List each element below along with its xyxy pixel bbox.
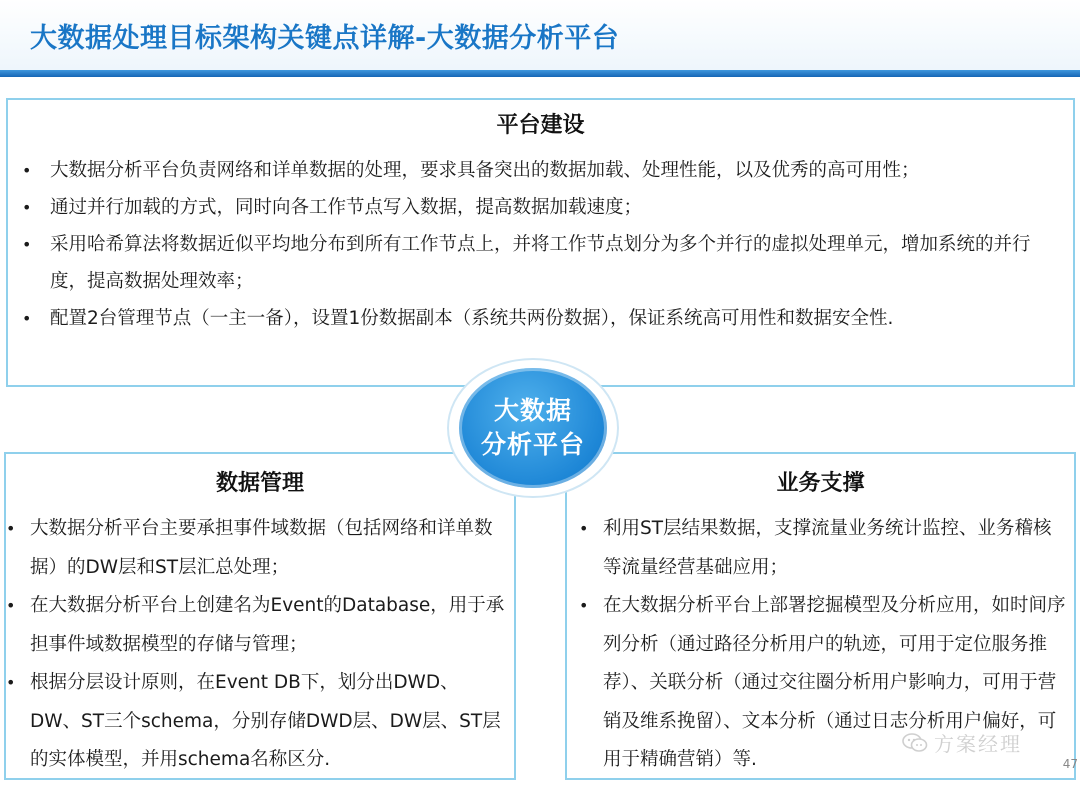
panel-title: 平台建设 <box>496 113 585 138</box>
list-item: • 通过并行加载的方式，同时向各工作节点写入数据，提高数据加载速度； <box>18 189 1055 226</box>
center-badge-inner <box>459 368 607 488</box>
list-item: • 根据分层设计原则，在Event DB下，划分出DWD、DW、ST三个schema，分别存储DWD层、DW层、ST层的实体模型，并用schema名称区分. <box>6 664 506 780</box>
slide-header <box>0 0 1080 70</box>
platform-construction-panel <box>6 98 1075 387</box>
center-badge-line-2: 分析平台 <box>480 430 585 459</box>
watermark-text: 方案经理 <box>934 732 1022 756</box>
bullet-list <box>18 152 1055 337</box>
list-item: • 大数据分析平台主要承担事件域数据（包括网络和详单数据）的DW层和ST层汇总处理； <box>6 510 506 587</box>
list-item: • 大数据分析平台负责网络和详单数据的处理，要求具备突出的数据加载、处理性能，以及优秀的高可用性； <box>18 152 1055 189</box>
list-item: • 利用ST层结果数据，支撑流量业务统计监控、业务稽核等流量经营基础应用； <box>575 510 1066 587</box>
list-item: • 在大数据分析平台上创建名为Event的Database，用于承担事件域数据模型的存储与管理； <box>6 587 506 664</box>
center-badge <box>449 360 617 496</box>
list-item: • 采用哈希算法将数据近似平均地分布到所有工作节点上，并将工作节点划分为多个并行的虚拟处理单元，增加系统的并行度，提高数据处理效率； <box>18 226 1055 300</box>
panel-title: 数据管理 <box>215 471 304 496</box>
wechat-icon <box>902 733 928 753</box>
panel-title: 业务支撑 <box>776 471 865 496</box>
list-item: • 配置2台管理节点（一主一备），设置1份数据副本（系统共两份数据），保证系统高可用性和数据安全性. <box>18 300 1055 337</box>
slide-title: 大数据处理目标架构关键点详解-大数据分析平台 <box>30 23 620 54</box>
center-badge-line-1: 大数据 <box>493 396 572 425</box>
bullet-list <box>6 510 506 780</box>
list-item: • 在大数据分析平台上部署挖掘模型及分析应用，如时间序列分析（通过路径分析用户的轨迹，可用于定位服务推荐）、关联分析（通过交往圈分析用户影响力，可用于营销及维系挽留）、文本分析（通过日志分析用户偏好，可用于精确营销）等. <box>575 587 1066 780</box>
header-divider-bar <box>0 70 1080 77</box>
watermark <box>902 728 1022 757</box>
page-number: 47 <box>1062 757 1078 771</box>
data-management-panel <box>4 452 516 780</box>
